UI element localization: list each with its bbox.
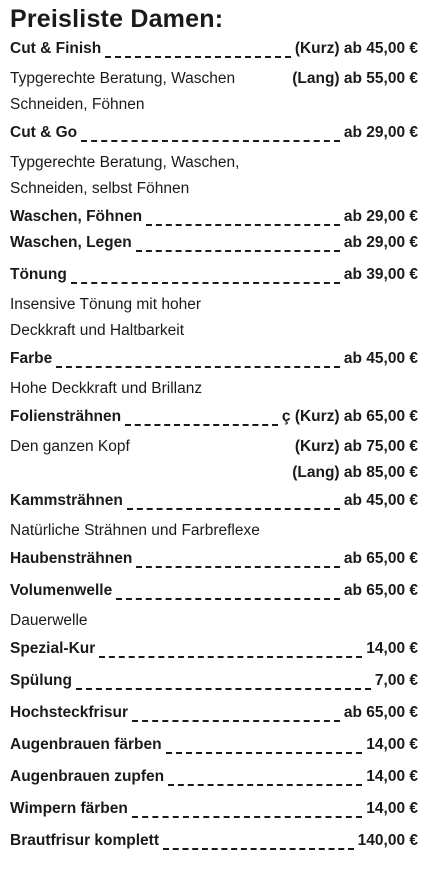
variant-price: (Lang) ab 85,00 € [292,464,418,481]
dotted-leader [166,752,363,754]
price-item [10,582,418,634]
service-name: Waschen, Legen [10,234,132,251]
service-name: Cut & Go [10,124,78,141]
price-item [10,350,418,402]
service-price: (Kurz) ab 45,00 € [294,40,418,57]
description-price-row [10,66,418,92]
price-row [10,40,418,66]
service-name: Kammsträhnen [10,492,123,509]
service-description [10,460,286,486]
service-price: ab 45,00 € [343,492,418,509]
dotted-leader [76,688,371,690]
dotted-leader [99,656,362,658]
service-price: 14,00 € [366,736,418,753]
service-price: 14,00 € [366,800,418,817]
dotted-leader [163,848,354,850]
price-item [10,640,418,666]
price-item [10,768,418,794]
service-description: Typgerechte Beratung, Waschen, [10,154,240,171]
dotted-leader [146,224,340,226]
price-item [10,550,418,576]
service-price: 14,00 € [366,768,418,785]
service-price: 7,00 € [374,672,418,689]
service-name: Hochsteckfrisur [10,704,129,721]
dotted-leader [71,282,340,284]
dotted-leader [127,508,340,510]
service-name: Tönung [10,266,67,283]
price-row [10,408,418,434]
price-item [10,208,418,234]
service-name: Wimpern färben [10,800,128,817]
price-item [10,672,418,698]
price-row [10,234,418,260]
service-name: Cut & Finish [10,40,102,57]
dotted-leader [105,56,291,58]
price-row [10,208,418,234]
dotted-leader [116,598,340,600]
service-price: 140,00 € [357,832,418,849]
price-row [10,550,418,576]
service-description: Deckkraft und Haltbarkeit [10,322,185,339]
service-price: ab 29,00 € [343,208,418,225]
service-description: Insensive Tönung mit hoher [10,296,201,313]
dotted-leader [132,816,362,818]
price-row [10,350,418,376]
service-price: 14,00 € [366,640,418,657]
service-name: Brautfrisur komplett [10,832,159,849]
service-price: ab 65,00 € [343,704,418,721]
service-description: Dauerwelle [10,612,88,629]
price-row [10,582,418,608]
variant-price: (Lang) ab 55,00 € [292,70,418,87]
dotted-leader [136,566,340,568]
price-row [10,832,418,858]
price-row [10,736,418,762]
service-name: Spezial-Kur [10,640,96,657]
service-price: ab 39,00 € [343,266,418,283]
price-item [10,234,418,260]
service-name: Spülung [10,672,72,689]
service-price: ab 65,00 € [343,582,418,599]
service-price: ç (Kurz) ab 65,00 € [281,408,418,425]
price-row [10,492,418,518]
service-name: Volumenwelle [10,582,113,599]
service-description: Schneiden, selbst Föhnen [10,180,190,197]
dotted-leader [136,250,340,252]
price-row [10,640,418,666]
price-item [10,408,418,486]
service-name: Waschen, Föhnen [10,208,143,225]
price-list-items [10,40,418,858]
variant-price: (Kurz) ab 75,00 € [294,438,418,455]
service-price: ab 29,00 € [343,124,418,141]
price-row [10,266,418,292]
service-name: Farbe [10,350,53,367]
service-description: Hohe Deckkraft und Brillanz [10,380,203,397]
dotted-leader [132,720,340,722]
service-price: ab 29,00 € [343,234,418,251]
price-item [10,40,418,118]
service-name: Augenbrauen färben [10,736,162,753]
service-description: Typgerechte Beratung, Waschen [10,70,236,87]
description-price-row [10,460,418,486]
service-price: ab 45,00 € [343,350,418,367]
service-description: Natürliche Strähnen und Farbreflexe [10,522,260,539]
service-price: ab 65,00 € [343,550,418,567]
description-price-row [10,92,418,118]
service-description: Den ganzen Kopf [10,438,130,455]
service-name: Augenbrauen zupfen [10,768,165,785]
price-item [10,124,418,202]
price-item [10,704,418,730]
page-title: Preisliste Damen: [10,5,224,33]
price-item [10,266,418,344]
service-description: Schneiden, Föhnen [10,96,145,113]
price-item [10,492,418,544]
dotted-leader [125,424,278,426]
price-item [10,832,418,858]
description-price-row [10,434,418,460]
price-row [10,124,418,150]
price-row [10,800,418,826]
service-name: Haubensträhnen [10,550,133,567]
price-item [10,800,418,826]
price-item [10,736,418,762]
dotted-leader [168,784,362,786]
price-row [10,768,418,794]
dotted-leader [56,366,340,368]
price-row [10,704,418,730]
service-name: Foliensträhnen [10,408,122,425]
price-row [10,672,418,698]
dotted-leader [81,140,340,142]
